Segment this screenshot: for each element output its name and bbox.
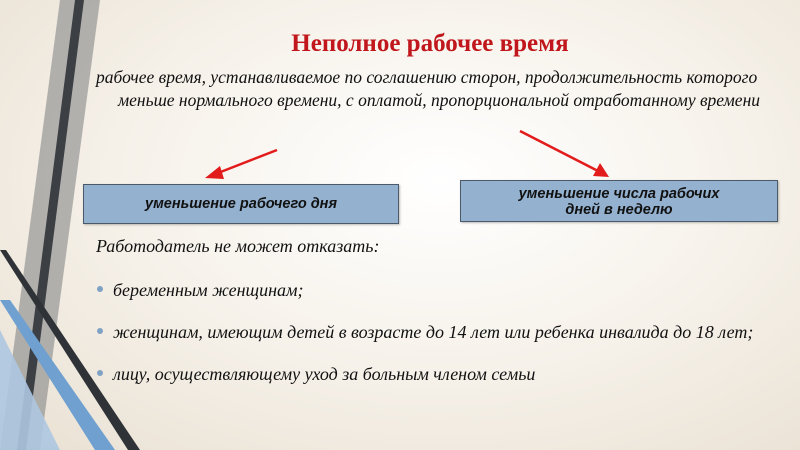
list-item (95, 319, 785, 345)
lead-text: Работодатель не может отказать: (96, 236, 380, 256)
list-item (95, 361, 785, 387)
bullet-dot-icon (97, 370, 103, 376)
reduced-workdays-box (460, 180, 778, 222)
reduced-workdays-label-line1: уменьшение числа рабочих (518, 186, 720, 202)
list-item (95, 277, 785, 303)
left-arrowhead (205, 166, 224, 179)
bullet-list (95, 277, 785, 387)
slide-title: Неполное рабочее время (291, 30, 569, 57)
bullet-dot-icon (97, 328, 103, 334)
definition-text: рабочее время, устанавливаемое по соглашению сторон, продолжительность которого меньше нормального времени, с оплатой, пропорциональной отработанному времени (96, 67, 761, 110)
reduced-workday-label: уменьшение рабочего дня (145, 196, 337, 212)
reduced-workdays-label-line2: дней в неделю (565, 202, 673, 218)
list-item-text: лицу, осуществляющему уход за больным членом семьи (113, 364, 536, 384)
list-item-text: женщинам, имеющим детей в возрасте до 14 лет или ребенка инвалида до 18 лет; (113, 322, 754, 342)
list-item-text: беременным женщинам; (113, 280, 304, 300)
reduced-workday-box (83, 184, 399, 224)
bullet-dot-icon (97, 286, 103, 292)
